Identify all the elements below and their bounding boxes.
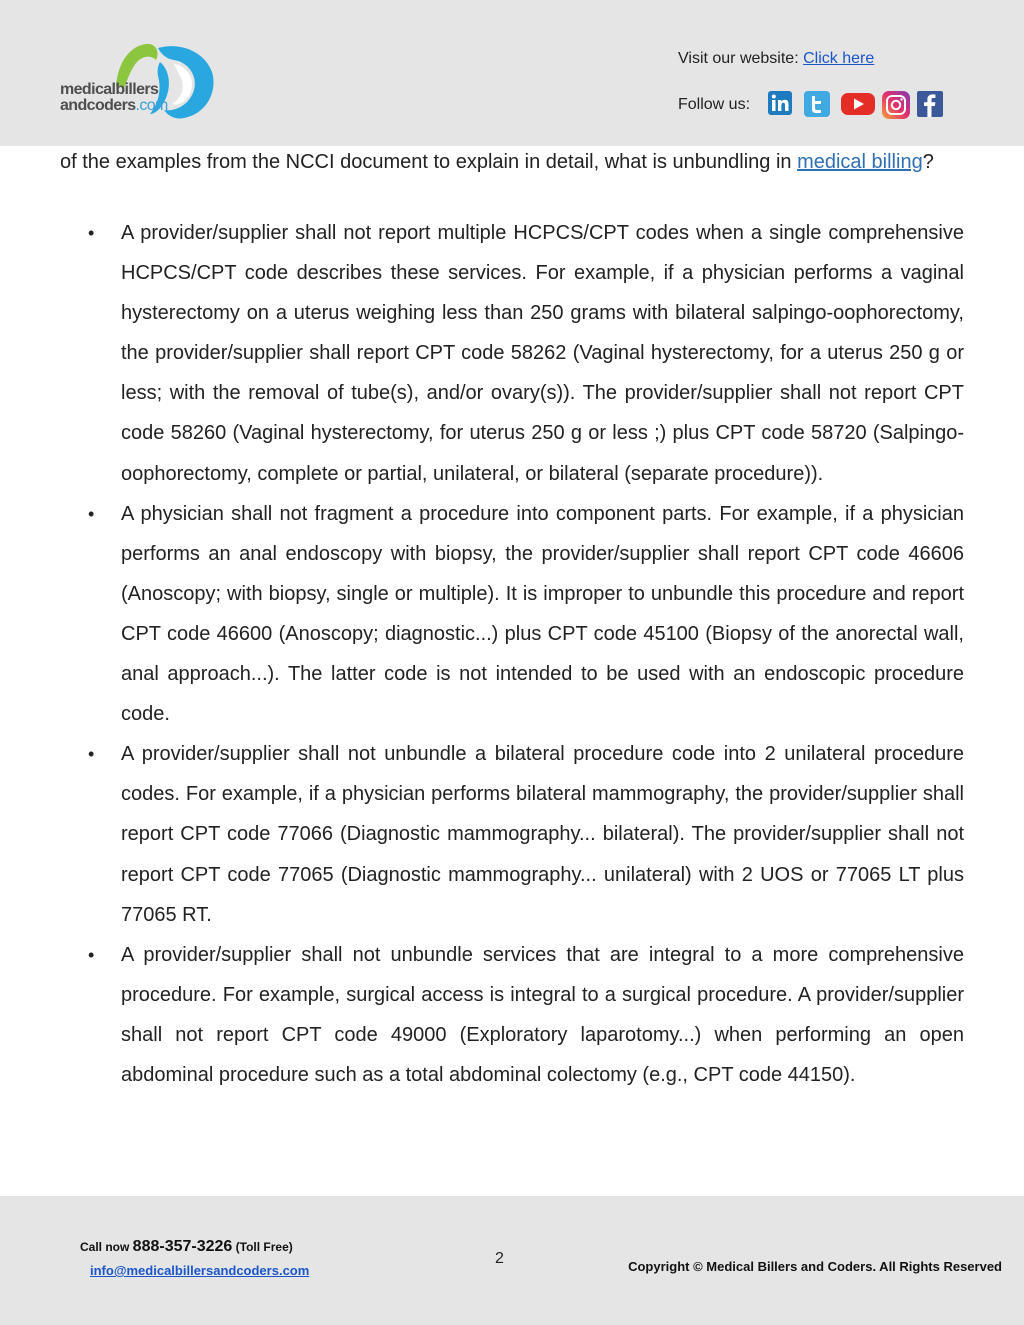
call-suffix: (Toll Free): [232, 1240, 293, 1254]
list-item-text: A provider/supplier shall not unbundle services that are integral to a more comprehensive procedure. For example, surgical access is integral to a surgical procedure. A provider/supplier shall not report CPT code 49000 (Exploratory laparotomy...) when performing an open abdominal procedure such as a total abdominal colectomy (e.g., CPT code 44150).: [121, 943, 964, 1086]
list-item-text: A provider/supplier shall not unbundle a bilateral procedure code into 2 unilateral procedure codes. For example, if a physician performs bilateral mammography, the provider/supplier shall report CPT code 77066 (Diagnostic mammography... bilateral). The provider/supplier shall not report CPT code 77065 (Diagnostic mammography... unilateral) with 2 UOS or 77065 LT plus 77065 RT.: [121, 743, 964, 926]
visit-label: Visit our website:: [678, 50, 804, 67]
phone-number[interactable]: 888-357-3226: [132, 1238, 233, 1255]
email-link[interactable]: info@medicalbillersandcoders.com: [90, 1263, 310, 1278]
list-item: [60, 734, 964, 934]
linkedin-icon[interactable]: [767, 90, 795, 118]
call-now: [80, 1238, 293, 1256]
list-item-text: A physician shall not fragment a procedure into component parts. For example, if a physician performs an anal endoscopy with biopsy, the provider/supplier shall report CPT code 46606 (Anoscopy; with biopsy, single or multiple). It is improper to unbundle this procedure and report CPT code 46600 (Anoscopy; diagnostic...) plus CPT code 45100 (Biopsy of the anorectal wall, anal approach...). The latter code is not intended to be used with an endoscopic procedure code.: [121, 502, 964, 726]
visit-website: [678, 50, 874, 68]
bullet-icon: •: [88, 223, 95, 243]
bullet-icon: •: [88, 503, 95, 524]
page-number: 2: [495, 1250, 504, 1267]
bullet-icon: •: [88, 944, 95, 965]
youtube-icon[interactable]: [840, 90, 876, 118]
intro-end: ?: [922, 151, 934, 173]
page-footer: [0, 1196, 1024, 1325]
medical-billing-link[interactable]: medical billing: [797, 151, 923, 173]
list-item-text: A provider/supplier shall not report multiple HCPCS/CPT codes when a single comprehensive HCPCS/CPT code describes these services. For example, if a physician performs a vaginal hysterectomy on a uterus weighing less than 250 grams with bilateral salpingo-oophorectomy, the provider/supplier shall report CPT code 58262 (Vaginal hysterectomy, for a uterus 250 g or less; with the removal of tube(s), and/or ovary(s)). The provider/supplier shall not report CPT code 58260 (Vaginal hysterectomy, for uterus 250 g or less ;) plus CPT code 58720 (Salpingo-oophorectomy, complete or partial, unilateral, or bilateral (separate procedure)).: [121, 222, 964, 485]
document-body: [60, 146, 964, 1095]
email-line: [90, 1263, 309, 1278]
logo-line1: medicalbillers: [60, 81, 159, 98]
list-item: [60, 494, 964, 735]
list-item: [60, 935, 964, 1095]
list-item: [60, 213, 964, 494]
logo-line2-suffix: .com: [135, 97, 168, 114]
copyright-text: Copyright © Medical Billers and Coders. All Rights Reserved: [628, 1259, 1002, 1274]
twitter-icon[interactable]: [803, 90, 831, 118]
website-link[interactable]: Click here: [803, 50, 875, 67]
bullet-icon: •: [88, 744, 95, 765]
instagram-icon[interactable]: [881, 90, 909, 118]
logo-text: [60, 82, 168, 114]
page-header: [0, 0, 1024, 146]
intro-text: of the examples from the NCCI document to explain in detail, what is unbundling in: [60, 151, 798, 173]
intro-paragraph: [60, 146, 964, 177]
bullet-list: [60, 213, 964, 1095]
follow-label: Follow us:: [678, 96, 751, 113]
call-prefix: Call now: [80, 1240, 133, 1254]
logo-line2: andcoders: [60, 97, 136, 114]
facebook-icon[interactable]: [916, 90, 944, 118]
company-logo[interactable]: [58, 40, 218, 122]
